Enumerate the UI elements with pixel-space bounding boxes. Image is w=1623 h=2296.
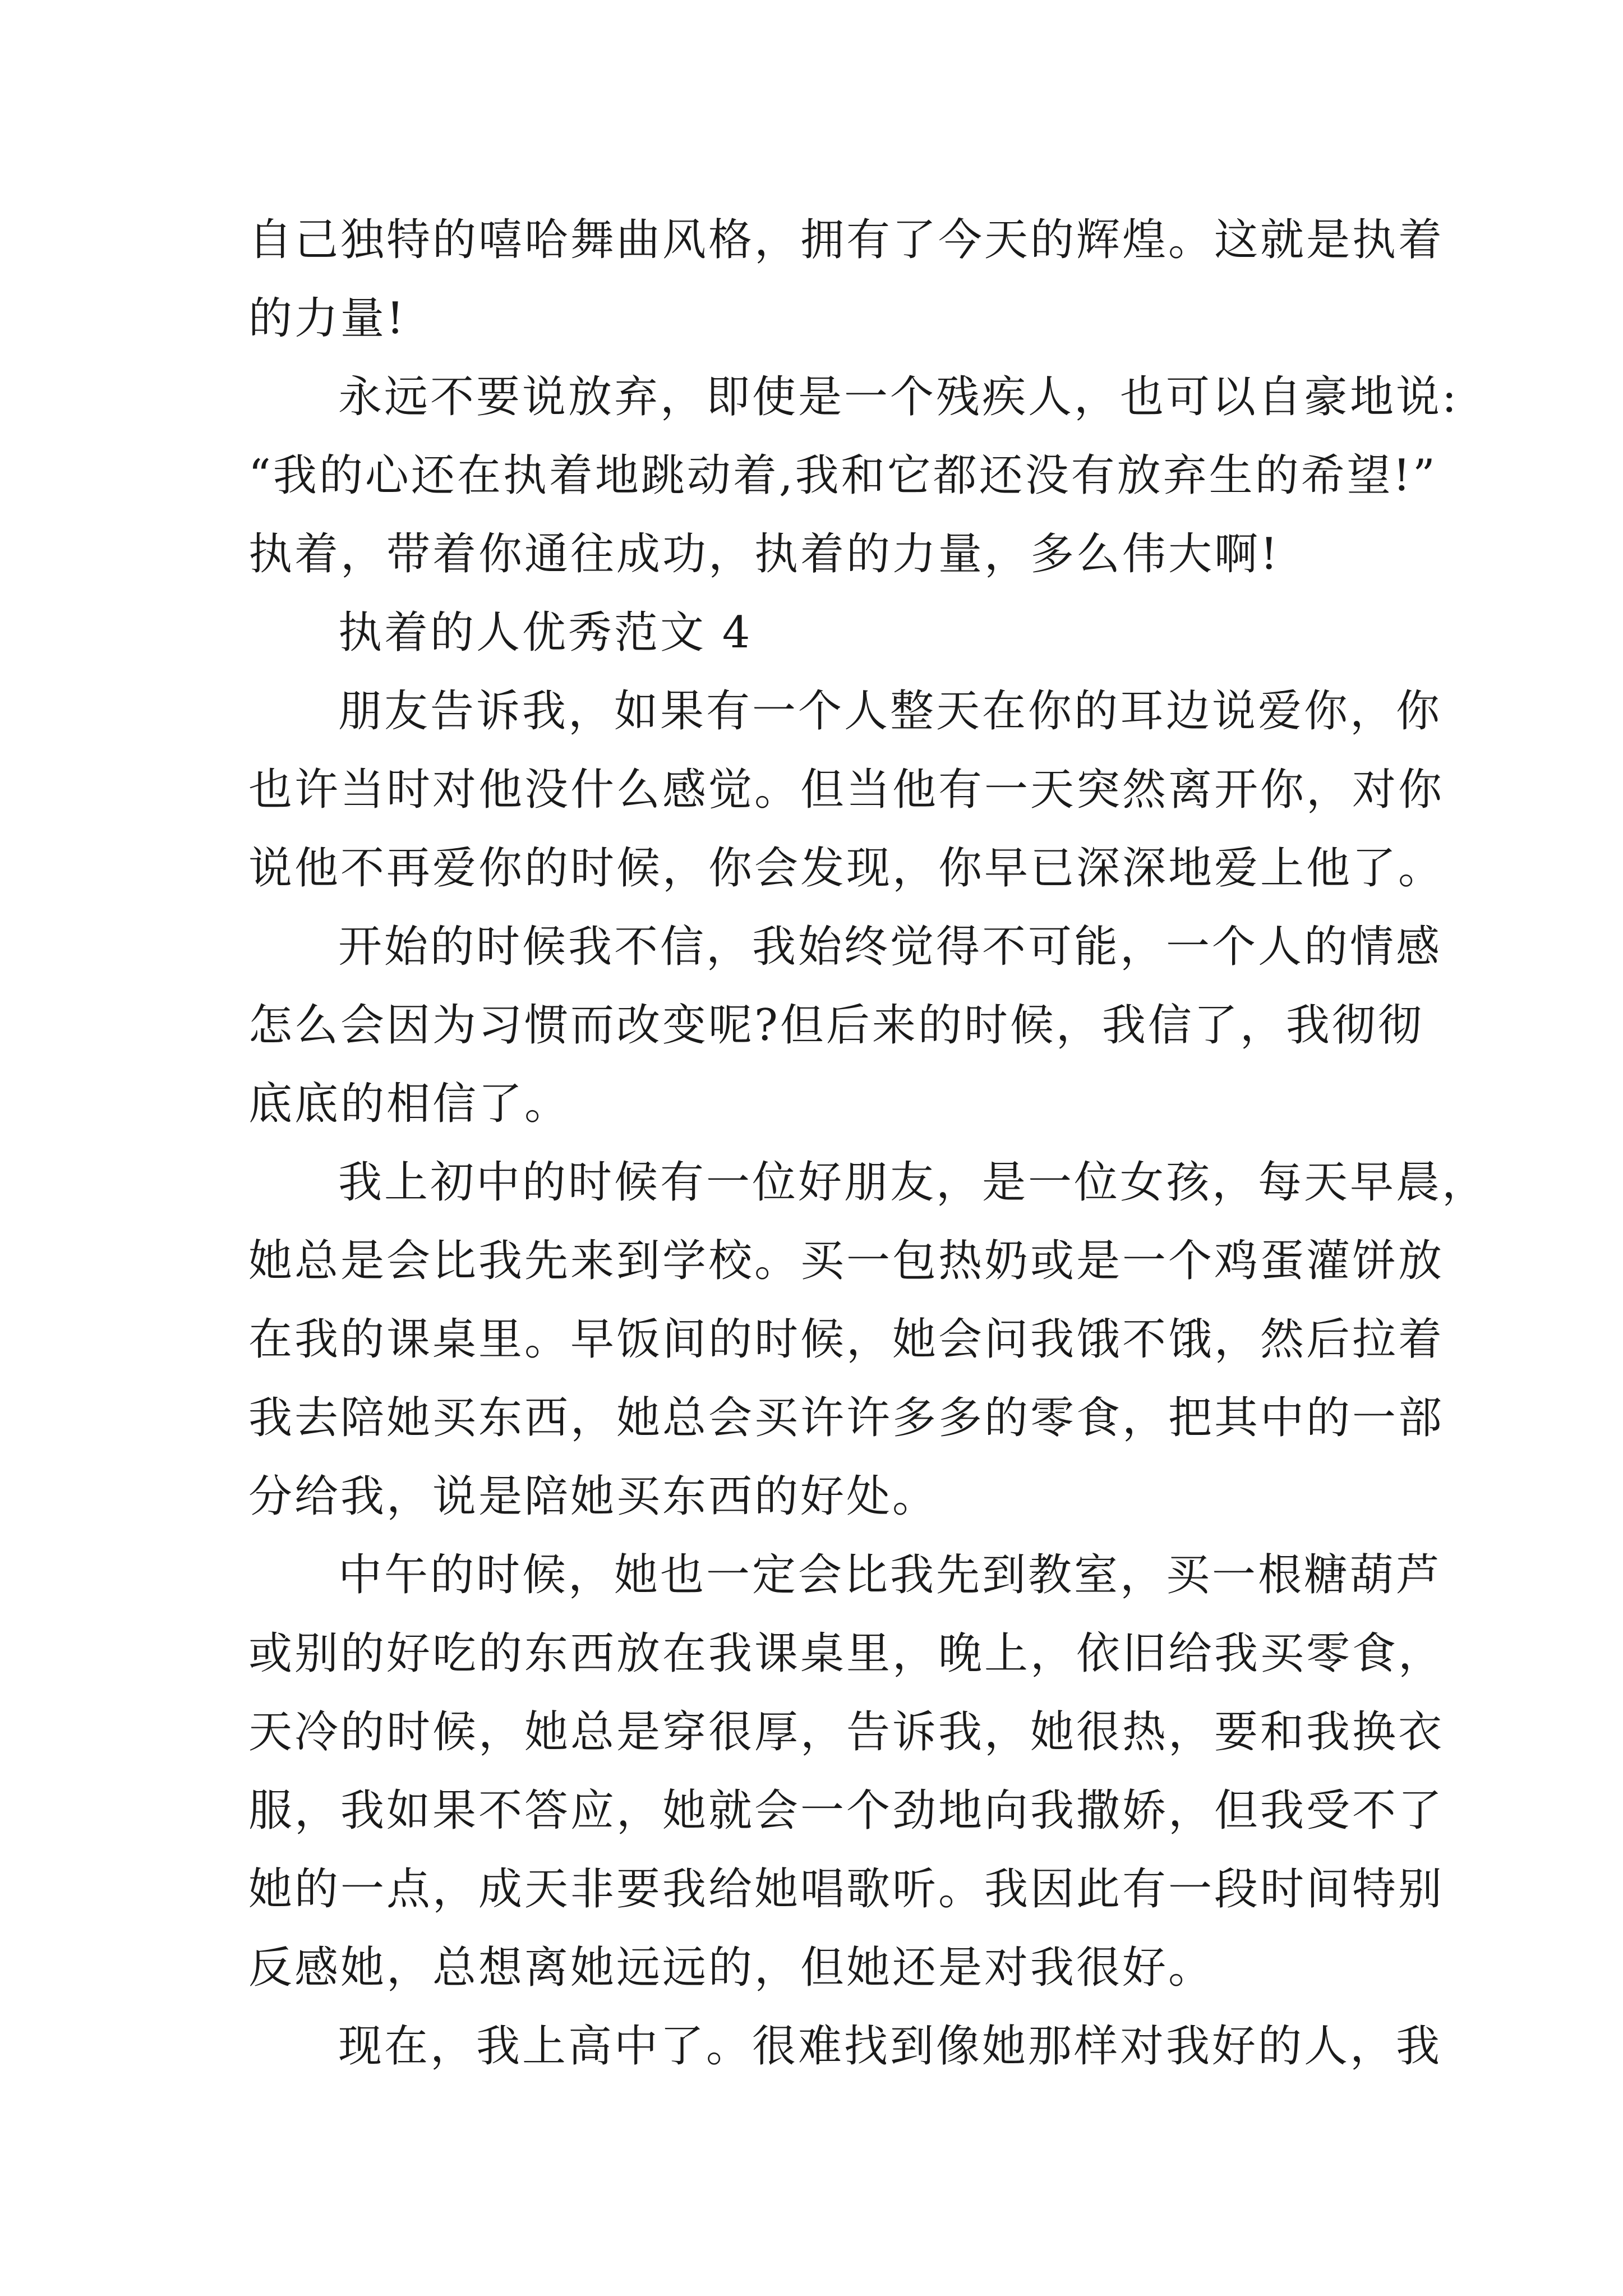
text-line: 中午的时候，她也一定会比我先到教室，买一根糖葫芦 [338,1550,1442,1600]
text-line: 执着，带着你通往成功，执着的力量，多么伟大啊! [248,529,1280,579]
text-line: 怎么会因为习惯而改变呢?但后来的时候，我信了，我彻彻 [248,1000,1424,1051]
text-line: 说他不再爱你的时候，你会发现，你早已深深地爱上他了。 [248,843,1445,894]
text-line: 我去陪她买东西，她总会买许许多多的零食，把其中的一部 [248,1393,1445,1443]
text-line: 朋友告诉我，如果有一个人整天在你的耳边说爱你，你 [338,686,1442,737]
text-line: 我上初中的时候有一位好朋友，是一位女孩，每天早晨， [338,1157,1488,1208]
text-line: 或别的好吃的东西放在我课桌里，晚上，依旧给我买零食， [248,1628,1445,1679]
text-line: “我的心还在执着地跳动着,我和它都还没有放弃生的希望!” [248,450,1437,501]
text-line: 的力量! [248,293,407,344]
document-body [248,201,1488,2086]
text-line: 她总是会比我先来到学校。买一包热奶或是一个鸡蛋灌饼放 [248,1236,1445,1286]
text-line: 自己独特的嘻哈舞曲风格，拥有了今天的辉煌。这就是执着 [248,215,1445,265]
text-line: 底底的相信了。 [248,1079,571,1129]
text-line: 开始的时候我不信，我始终觉得不可能，一个人的情感 [338,922,1442,972]
text-line: 永远不要说放弃，即使是一个残疾人，也可以自豪地说: [338,372,1459,422]
text-line: 也许当时对他没什么感觉。但当他有一天突然离开你，对你 [248,765,1445,815]
text-line: 天冷的时候，她总是穿很厚，告诉我，她很热，要和我换衣 [248,1707,1445,1757]
text-line: 反感她，总想离她远远的，但她还是对我很好。 [248,1943,1215,1993]
text-line: 分给我，说是陪她买东西的好处。 [248,1471,939,1522]
section-heading: 执着的人优秀范文 4 [338,608,753,658]
text-line: 她的一点，成天非要我给她唱歌听。我因此有一段时间特别 [248,1864,1445,1915]
text-line: 在我的课桌里。早饭间的时候，她会问我饿不饿，然后拉着 [248,1314,1445,1365]
text-line: 现在，我上高中了。很难找到像她那样对我好的人，我 [338,2021,1442,2072]
text-line: 服，我如果不答应，她就会一个劲地向我撒娇，但我受不了 [248,1786,1445,1836]
